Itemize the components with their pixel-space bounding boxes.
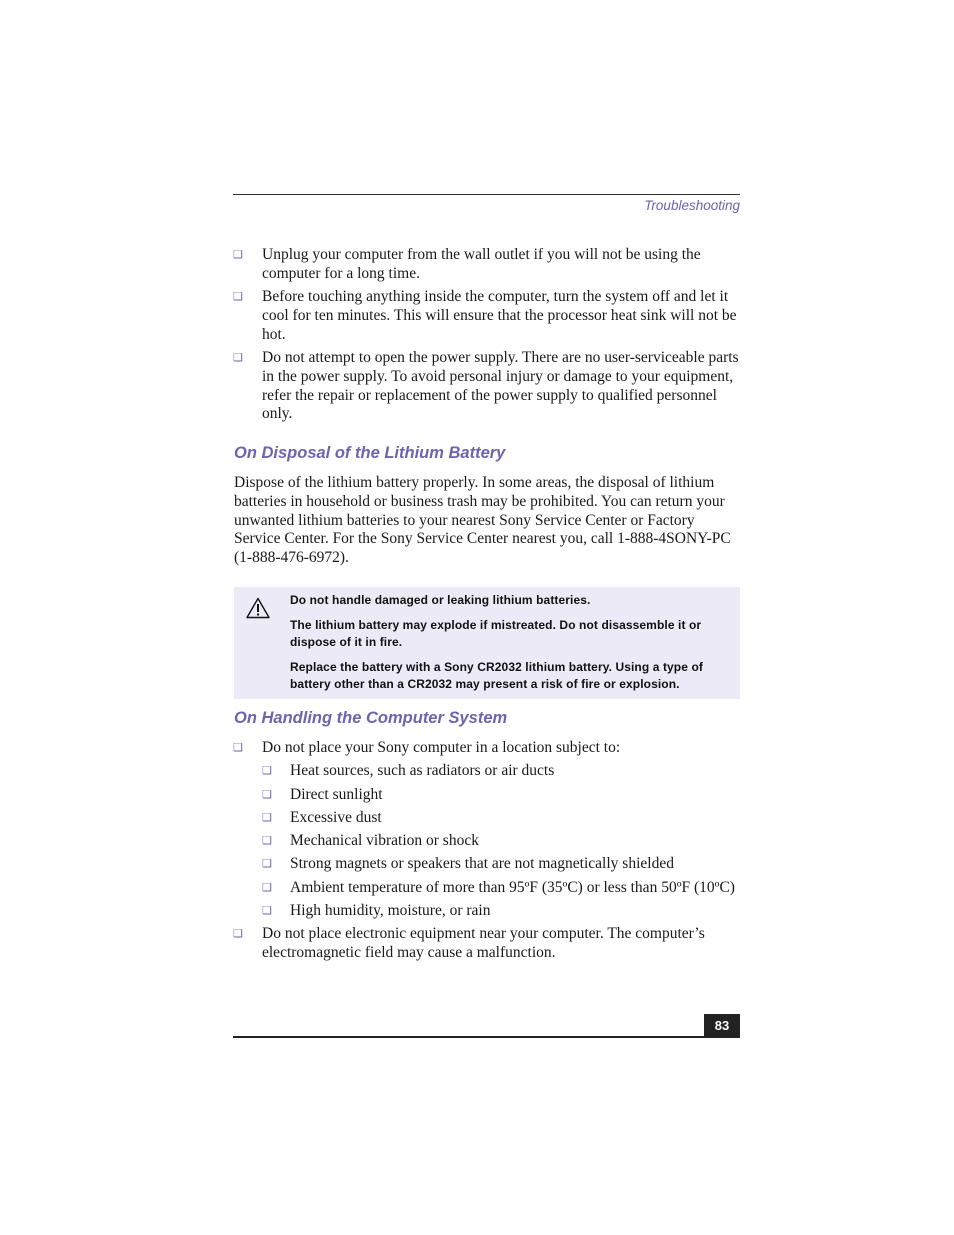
warning-line: Do not handle damaged or leaking lithium batteries. xyxy=(290,593,591,607)
checkbox-bullet-icon: ❑ xyxy=(233,249,243,261)
checkbox-bullet-icon: ❑ xyxy=(233,928,243,941)
sub-list-item xyxy=(233,855,740,874)
list-item xyxy=(233,246,740,284)
list-item-text: Excessive dust xyxy=(290,808,382,826)
list-item-text: Heat sources, such as radiators or air ducts xyxy=(290,762,555,780)
disposal-paragraph: Dispose of the lithium battery properly. In some areas, the disposal of lithium batteries in household or business trash may be prohibited. You can return your unwanted lithium batteries to your nearest Sony Service Center or Factory Service Center. For the Sony Service Center nearest you, call 1-888-4SONY-PC (1-888-476-6972). xyxy=(234,474,731,567)
section-heading-disposal: On Disposal of the Lithium Battery xyxy=(234,444,506,462)
list-item xyxy=(233,349,740,424)
list-item-text: Strong magnets or speakers that are not magnetically shielded xyxy=(290,855,674,873)
list-item-text: Mechanical vibration or shock xyxy=(290,832,479,850)
sub-list-item xyxy=(233,879,740,898)
checkbox-bullet-icon: ❑ xyxy=(262,858,272,871)
checkbox-bullet-icon: ❑ xyxy=(262,881,272,894)
list-item-text: Do not place your Sony computer in a location subject to: xyxy=(262,739,621,756)
warning-text xyxy=(290,592,720,701)
sub-list-item xyxy=(233,809,740,828)
list-item-text: Ambient temperature of more than 95ºF (35ºC) or less than 50ºF (10ºC) xyxy=(290,878,735,896)
checkbox-bullet-icon: ❑ xyxy=(233,742,243,754)
list-item-text: Unplug your computer from the wall outlet if you will not be using the computer for a long time. xyxy=(262,246,701,282)
checkbox-bullet-icon: ❑ xyxy=(262,811,272,824)
checkbox-bullet-icon: ❑ xyxy=(262,835,272,848)
top-bullet-list xyxy=(233,246,740,429)
list-item xyxy=(233,739,740,758)
header-rule xyxy=(233,194,740,195)
checkbox-bullet-icon: ❑ xyxy=(233,291,243,304)
checkbox-bullet-icon: ❑ xyxy=(233,351,243,364)
list-item xyxy=(233,925,740,963)
list-item-text: Do not place electronic equipment near your computer. The computer’s electromagnetic field may cause a malfunction. xyxy=(262,925,705,962)
list-item xyxy=(233,288,740,344)
sub-list-item xyxy=(233,832,740,851)
checkbox-bullet-icon: ❑ xyxy=(262,765,272,778)
checkbox-bullet-icon: ❑ xyxy=(262,788,272,801)
list-item-text: High humidity, moisture, or rain xyxy=(290,902,491,920)
list-item-text: Do not attempt to open the power supply. There are no user-serviceable parts in the power supply. To avoid personal injury or damage to your equipment, refer the repair or replacement of the power supply to qualified personnel only. xyxy=(262,348,739,423)
running-header: Troubleshooting xyxy=(644,198,740,213)
page-number: 83 xyxy=(704,1014,740,1037)
list-item-text: Before touching anything inside the computer, turn the system off and let it cool for ten minutes. This will ensure that the processor heat sink will not be hot. xyxy=(262,288,737,343)
handling-bullet-list xyxy=(233,739,740,967)
sub-list-item xyxy=(233,786,740,805)
checkbox-bullet-icon: ❑ xyxy=(262,905,272,918)
section-heading-handling: On Handling the Computer System xyxy=(234,709,508,727)
warning-line: The lithium battery may explode if mistreated. Do not disassemble it or dispose of it in fire. xyxy=(290,618,702,649)
sub-list-item xyxy=(233,902,740,921)
footer-rule xyxy=(233,1036,740,1038)
list-item-text: Direct sunlight xyxy=(290,785,383,803)
warning-triangle-icon xyxy=(246,597,270,619)
warning-box xyxy=(234,587,740,699)
warning-line: Replace the battery with a Sony CR2032 lithium battery. Using a type of battery other than a CR2032 may present a risk of fire or explosion. xyxy=(290,660,703,691)
sub-list-item xyxy=(233,762,740,781)
